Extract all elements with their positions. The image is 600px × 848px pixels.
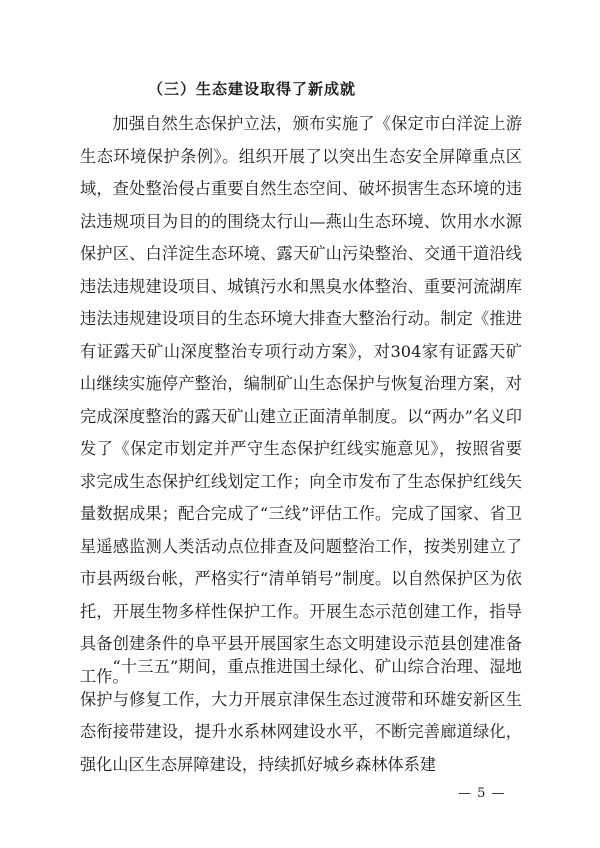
section-heading: （三）生态建设取得了新成就 [148,80,357,98]
body-paragraph-2: “十三五”期间，重点推进国土绿化、矿山综合治理、湿地保护与修复工作，大力开展京津保生态过渡带和环雄安新区生态衔接带建设，提升水系林网建设水平，不断完善廊道绿化，强化山区生态屏障建设，持续抓好城乡森林体系建 [80,657,522,774]
body-paragraph-1: 加强自然生态保护立法，颁布实施了《保定市白洋淀上游生态环境保护条例》。组织开展了以突出生态安全屏障重点区域，查处整治侵占重要自然生态空间、破坏损害生态环境的违法违规项目为目的的围绕太行山—燕山生态环境、饮用水水源保护区、白洋淀生态环境、露天矿山污染整治、交通干道沿线违法违规建设项目、城镇污水和黑臭水体整治、重要河流湖库违法违规建设项目的生态环境大排查大整治行动。制定《推进有证露天矿山深度整治专项行动方案》，对304家有证露天矿山继续实施停产整治，编制矿山生态保护与恢复治理方案，对完成深度整治的露天矿山建立正面清单制度。以“两办”名义印发了《保定市划定并严守生态保护红线实施意见》，按照省要求完成生态保护红线划定工作；向全市发布了生态保护红线矢量数据成果；配合完成了“三线”评估工作。完成了国家、省卫星遥感监测人类活动点位排查及问题整治工作，按类别建立了市县两级台帐，严格实行“清单销号”制度。以自然保护区为依托，开展生物多样性保护工作。开展生态示范创建工作，指导具备创建条件的阜平县开展国家生态文明建设示范县创建准备工作。 [80,114,522,686]
page-number: — 5 — [458,786,506,801]
